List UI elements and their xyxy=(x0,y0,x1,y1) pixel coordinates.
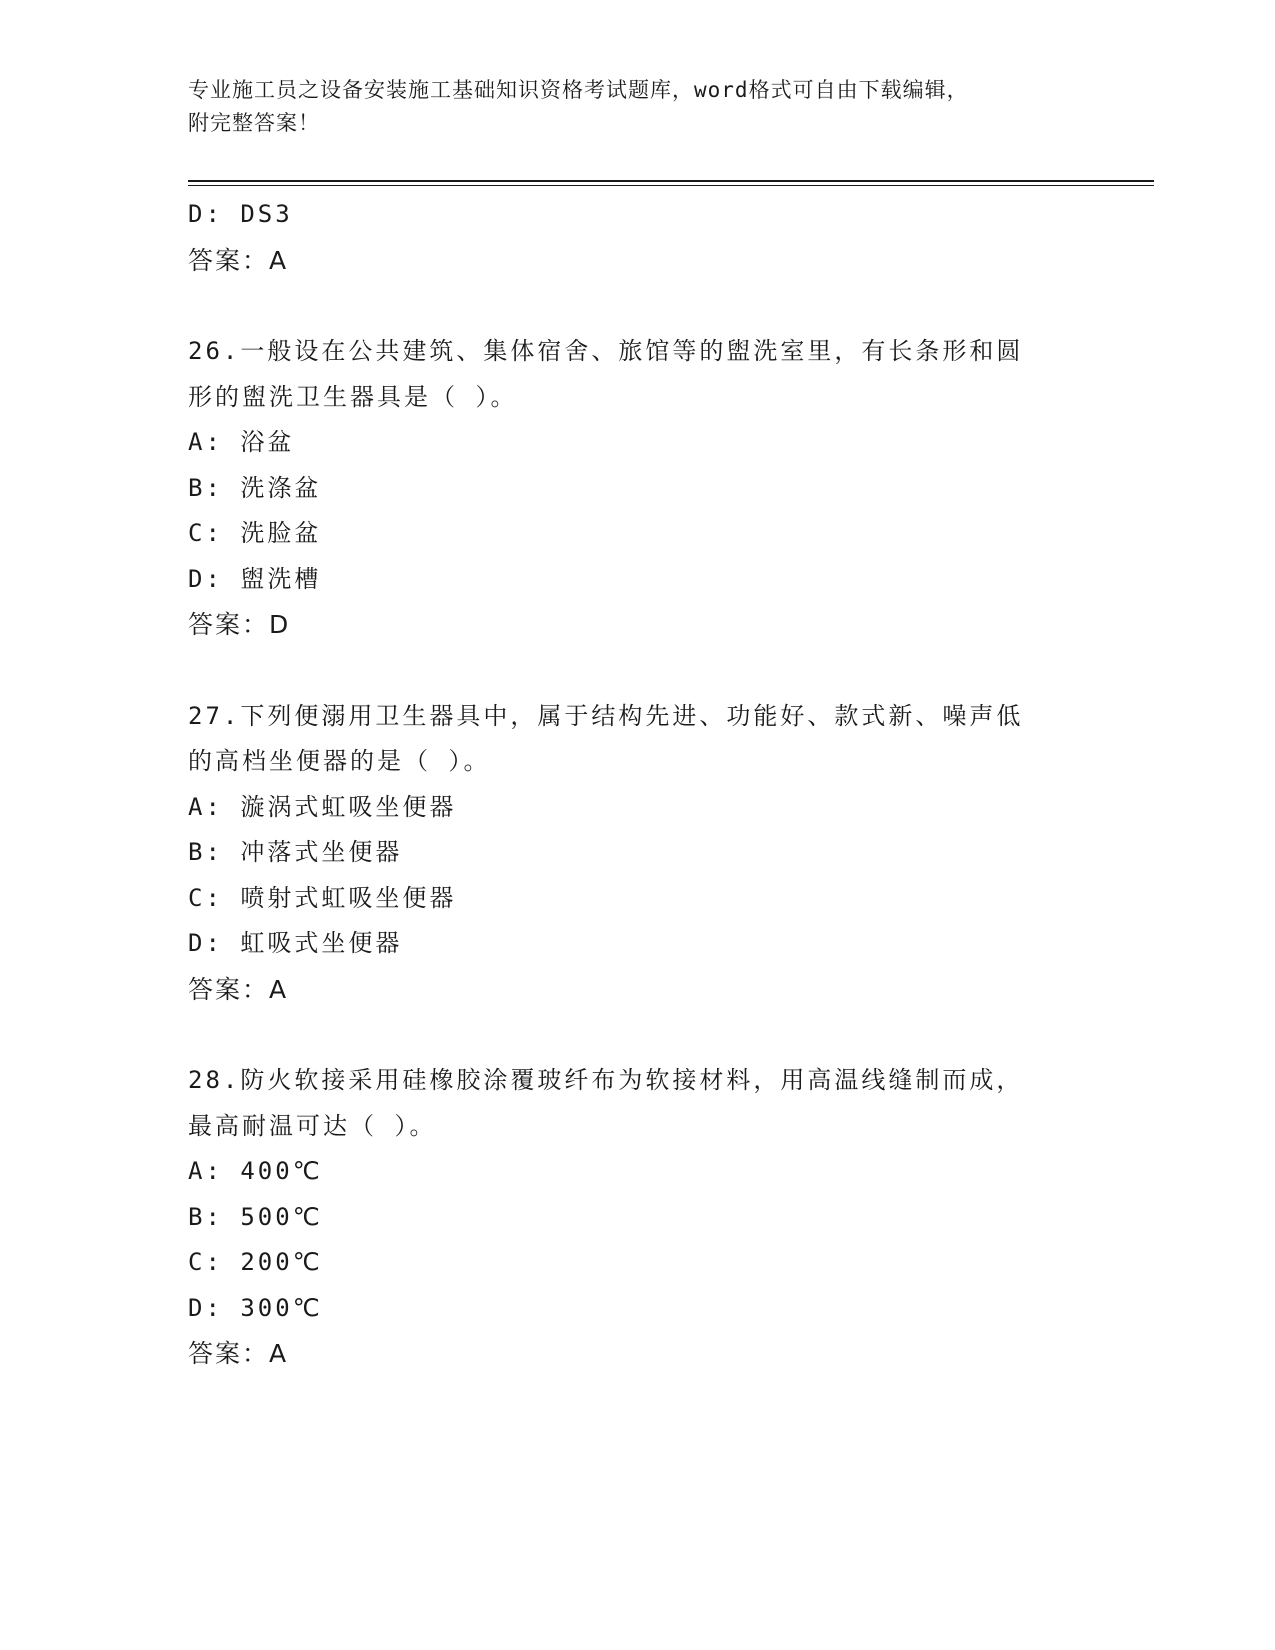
question-28 xyxy=(188,1058,1088,1377)
option-b: B: 冲落式坐便器 xyxy=(188,838,403,866)
header-line-2: 附完整答案！ xyxy=(188,111,320,135)
header-divider-thick xyxy=(188,180,1154,182)
document-header xyxy=(188,74,1088,140)
option-d: D: 盥洗槽 xyxy=(188,564,322,593)
option-c: C: 喷射式虹吸坐便器 xyxy=(188,883,457,912)
option-c: C: 洗脸盆 xyxy=(188,519,322,547)
header-divider-thin xyxy=(188,185,1154,186)
question-stem: 28.防火软接采用硅橡胶涂覆玻纤布为软接材料，用高温线缝制而成， xyxy=(188,1066,1024,1094)
answer: 答案：A xyxy=(188,1339,289,1368)
option-d: D: DS3 xyxy=(188,200,293,228)
answer: 答案：A xyxy=(188,974,289,1004)
question-list xyxy=(188,192,1088,1377)
question-stem: 27.下列便溺用卫生器具中，属于结构先进、功能好、款式新、噪声低 xyxy=(188,701,1024,730)
question-stem: 26.一般设在公共建筑、集体宿舍、旅馆等的盥洗室里，有长条形和圆 xyxy=(188,337,1024,365)
answer: 答案：D xyxy=(188,610,291,639)
option-a: A: 漩涡式虹吸坐便器 xyxy=(188,792,457,821)
option-a: A: 400℃ xyxy=(188,1157,323,1185)
header-line-1: 专业施工员之设备安装施工基础知识资格考试题库，word格式可自由下载编辑， xyxy=(188,78,969,102)
option-b: B: 500℃ xyxy=(188,1202,323,1231)
question-stem-cont: 形的盥洗卫生器具是（ ）。 xyxy=(188,382,518,411)
option-c: C: 200℃ xyxy=(188,1248,323,1276)
answer: 答案：A xyxy=(188,245,289,275)
option-d: D: 虹吸式坐便器 xyxy=(188,929,403,957)
question-26 xyxy=(188,329,1088,648)
prev-question-tail xyxy=(188,192,1088,283)
option-d: D: 300℃ xyxy=(188,1293,323,1322)
question-stem-cont: 的高档坐便器的是（ ）。 xyxy=(188,747,491,775)
option-a: A: 浴盆 xyxy=(188,428,295,456)
option-b: B: 洗涤盆 xyxy=(188,473,322,502)
question-stem-cont: 最高耐温可达（ ）。 xyxy=(188,1111,437,1140)
question-27 xyxy=(188,694,1088,1013)
